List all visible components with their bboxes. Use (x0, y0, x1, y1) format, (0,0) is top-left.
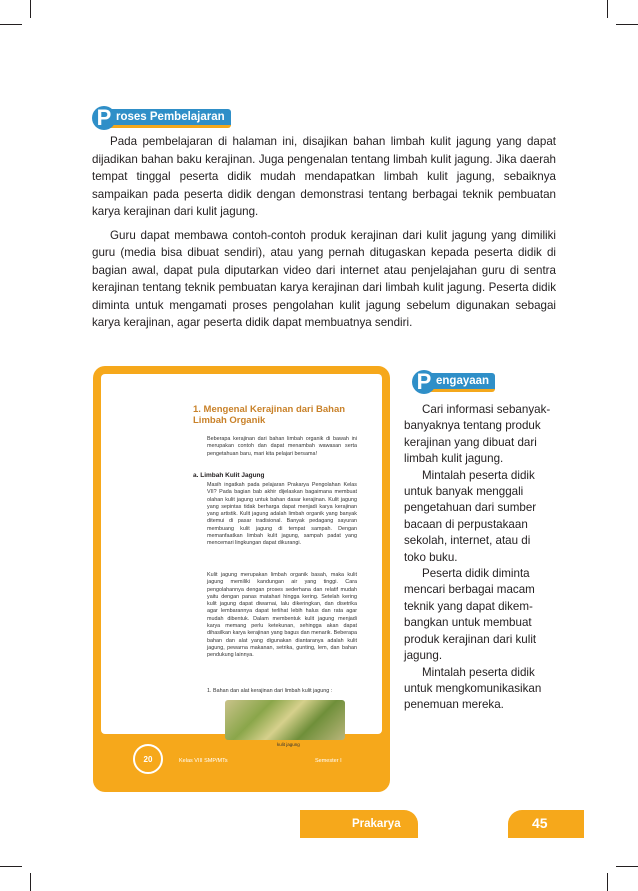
crop-mark (0, 866, 22, 867)
heading-text: engayaan (428, 373, 495, 392)
thumbnail-list-item: 1. Bahan dan alat kerajinan dari limbah kulit jagung : (207, 688, 333, 694)
thumbnail-footer-right: Semester I (315, 758, 342, 764)
thumbnail-footer-left: Kelas VIII SMP/MTs (179, 758, 228, 764)
footer-subject-label: Prakarya (352, 818, 401, 830)
heading-text: roses Pembelajaran (108, 109, 231, 128)
crop-mark (30, 0, 31, 18)
crop-mark (30, 873, 31, 891)
crop-mark (0, 24, 22, 25)
thumbnail-body-1: Masih ingatkah pada pelajaran Prakarya Pengolahan Kelas VII? Pada bagian bab akhir dijelaskan bagaimana membuat olahan kulit jagung untuk bahan dasar kerajinan. Kulit jagung yang sepintas tidak berharga dapat menjadi karya kerajinan yang artistik. Kulit jagung adalah limbah organik yang banyak ditemui di pasar tradisional. Banyak pedagang sayuran membuang kulit jagung di tempat sampah. Dengan memanfaatkan limbah kulit jagung, sampah padat yang mencemari lingkungan dapat dikurangi. (207, 482, 357, 547)
pengayaan-body (404, 402, 554, 714)
student-book-page-thumbnail (93, 366, 390, 792)
proses-pembelajaran-heading (92, 106, 231, 130)
paragraph: Mintalah peserta didik untuk mengkomunikasikan penemuan mereka. (404, 665, 542, 712)
heading-initial: P (92, 106, 116, 130)
footer-page-number: 45 (532, 815, 548, 831)
thumbnail-intro: Beberapa kerajinan dari bahan limbah organik di bawah ini merupakan contoh dan dapat menambah wawasan serta pengetahuan baru, mari kita pelajari bersama! (207, 436, 357, 457)
pengayaan-box (404, 370, 554, 714)
thumbnail-subheading: a. Limbah Kulit Jagung (193, 472, 265, 479)
crop-mark (607, 873, 608, 891)
thumbnail-page-number: 20 (133, 744, 163, 774)
paragraph: Cari informasi sebanyak-banyaknya tentang produk kerajinan yang dibuat dari limbah kulit jagung. (404, 403, 551, 466)
pengayaan-heading (412, 370, 562, 394)
thumbnail-page (101, 374, 382, 747)
proses-pembelajaran-body (92, 133, 556, 338)
crop-mark (616, 24, 638, 25)
crop-mark (616, 866, 638, 867)
heading-initial: P (412, 370, 436, 394)
corn-husk-image (225, 700, 345, 740)
thumbnail-title: 1. Mengenal Kerajinan dari Bahan Limbah Organik (193, 404, 346, 426)
paragraph: Pada pembelajaran di halaman ini, disajikan bahan limbah kulit jagung yang dapat dijadikan bahan baku kerajinan. Juga pengenalan tentang limbah kulit jagung. Jika daerah tempat tinggal peserta didik mudah mendapatkan limbah kulit jagung, sebaiknya sampaikan pada peserta didik dengan demonstrasi tentang berbagai teknik pembuatan karya kerajinan dari kulit jagung. (92, 135, 556, 218)
crop-mark (607, 0, 608, 18)
paragraph: Peserta didik diminta mencari berbagai macam teknik yang dapat dikem-bangkan untuk membuat produk kerajinan dari kulit jagung. (404, 567, 537, 663)
thumbnail-image-caption: kulit jagung (277, 742, 300, 747)
paragraph: Mintalah peserta didik untuk banyak menggali pengetahuan dari sumber bacaan di perpustakaan sekolah, internet, atau di toko buku. (404, 468, 537, 564)
paragraph: Guru dapat membawa contoh-contoh produk kerajinan dari kulit jagung yang dimiliki guru (media bisa dibuat sendiri), atau yang pernah ditugaskan kepada peserta didik di bagian awal, dapat pula diputarkan video dari internet atau penjelajahan guru di sentra kerajinan tentang teknik pembuatan karya kerajinan dari limbah kulit jagung. Peserta didik diminta untuk mengamati proses pengolahan kulit jagung sebelum digunakan sebagai karya kerajinan, agar peserta didik dapat membuatnya sendiri. (92, 228, 556, 329)
thumbnail-body-2: Kulit jagung merupakan limbah organik basah, maka kulit jagung memiliki kandungan air yang tinggi. Cara pengolahannya dengan proses sederhana dan relatif mudah yaitu dengan panas matahari hingga kering. Setelah kering kulit jagung dapat diwarnai, lalu dikeringkan, dan disetrika agar lembarannya dapat terlihat lebih halus dan rata agar mudah dibentuk. Dalam membentuk kulit jagung menjadi karya memang perlu ketekunan, sehingga akan dapat dihasilkan karya kerajinan yang bagus dan menarik. Beberapa bahan dan alat yang digunakan diantaranya adalah kulit jagung, pewarna makanan, setrika, gunting, lem, dan bahan pendukung lainnya. (207, 572, 357, 659)
